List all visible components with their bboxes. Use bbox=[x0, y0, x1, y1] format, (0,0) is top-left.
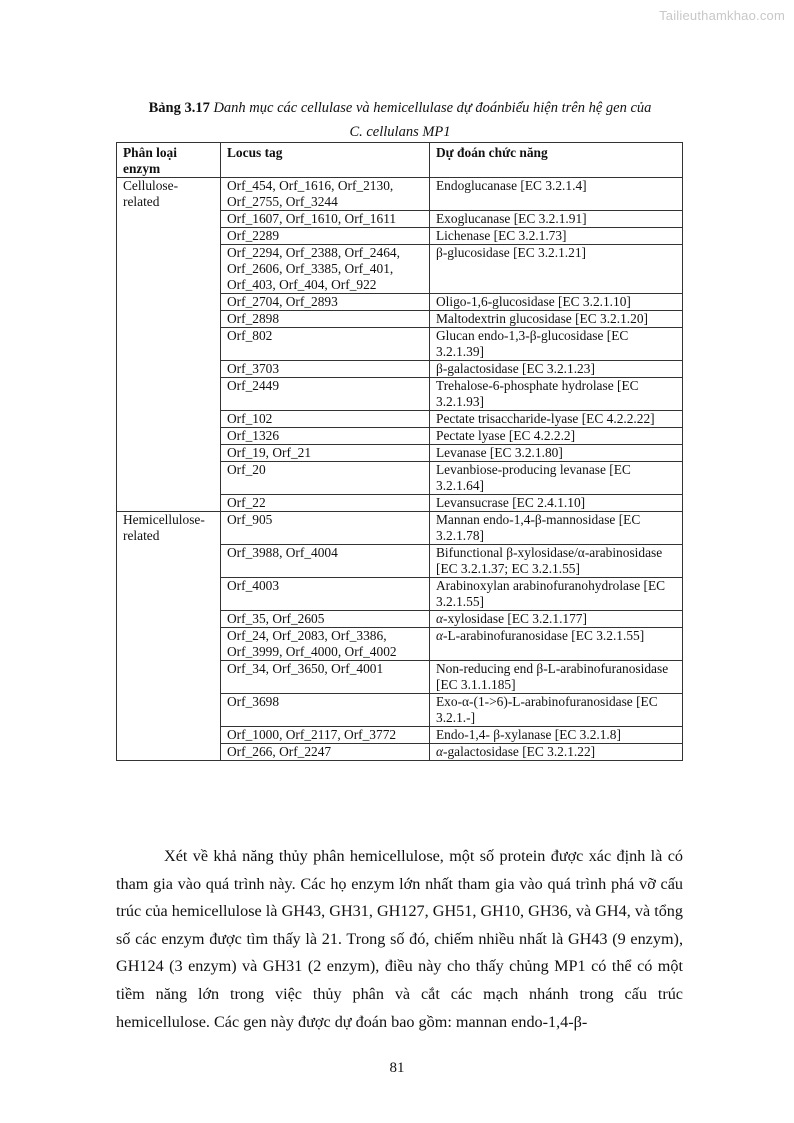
function-cell: Bifunctional β-xylosidase/α-arabinosidase [EC 3.2.1.37; EC 3.2.1.55] bbox=[430, 545, 683, 578]
locus-cell: Orf_802 bbox=[221, 328, 430, 361]
locus-cell: Orf_1326 bbox=[221, 428, 430, 445]
function-cell: Maltodextrin glucosidase [EC 3.2.1.20] bbox=[430, 311, 683, 328]
page-number: 81 bbox=[389, 1060, 405, 1076]
table-body bbox=[117, 178, 683, 761]
locus-cell: Orf_266, Orf_2247 bbox=[221, 744, 430, 761]
watermark: Tailieuthamkhao.com bbox=[659, 8, 785, 23]
locus-cell: Orf_3703 bbox=[221, 361, 430, 378]
function-cell: Levanbiose-producing levanase [EC 3.2.1.64] bbox=[430, 462, 683, 495]
header-locus: Locus tag bbox=[221, 143, 430, 178]
locus-cell: Orf_3988, Orf_4004 bbox=[221, 545, 430, 578]
locus-cell: Orf_34, Orf_3650, Orf_4001 bbox=[221, 661, 430, 694]
locus-cell: Orf_19, Orf_21 bbox=[221, 445, 430, 462]
function-cell: Glucan endo-1,3-β-glucosidase [EC 3.2.1.39] bbox=[430, 328, 683, 361]
locus-cell: Orf_22 bbox=[221, 495, 430, 512]
function-cell: α-galactosidase [EC 3.2.1.22] bbox=[430, 744, 683, 761]
function-cell: Pectate trisaccharide-lyase [EC 4.2.2.22] bbox=[430, 411, 683, 428]
locus-cell: Orf_20 bbox=[221, 462, 430, 495]
alpha-symbol: α bbox=[436, 628, 444, 643]
function-cell: Endo-1,4- β-xylanase [EC 3.2.1.8] bbox=[430, 727, 683, 744]
function-cell: Pectate lyase [EC 4.2.2.2] bbox=[430, 428, 683, 445]
locus-cell: Orf_2289 bbox=[221, 228, 430, 245]
locus-cell: Orf_3698 bbox=[221, 694, 430, 727]
category-cell: Cellulose-related bbox=[117, 178, 221, 512]
function-cell: Oligo-1,6-glucosidase [EC 3.2.1.10] bbox=[430, 294, 683, 311]
table-row bbox=[117, 512, 683, 545]
function-cell: Exo-α-(1->6)-L-arabinofuranosidase [EC 3.2.1.-] bbox=[430, 694, 683, 727]
caption-title: Danh mục các cellulase và hemicellulase dự đoánbiểu hiện trên hệ gen của bbox=[209, 100, 652, 116]
body-paragraph: Xét về khả năng thủy phân hemicellulose, một số protein được xác định là có tham gia vào quá trình này. Các họ enzym lớn nhất tham gia vào quá trình phá vỡ cấu trúc của hemicellulose là GH43, GH31, GH127, GH51, GH10, GH36, và GH4, và tổng số các enzym được tìm thấy là 21. Trong số đó, chiếm nhiều nhất là GH43 (9 enzym), GH124 (3 enzym) và GH31 (2 enzym), điều này cho thấy chủng MP1 có thể có một tiềm năng lớn trong việc thủy phân và cắt các mạch nhánh trong cấu trúc hemicellulose. Các gen này được dự đoán bao gồm: mannan endo-1,4-β- bbox=[116, 847, 683, 1031]
alpha-symbol: α bbox=[436, 744, 444, 759]
table-caption bbox=[100, 96, 700, 144]
locus-cell: Orf_1607, Orf_1610, Orf_1611 bbox=[221, 211, 430, 228]
locus-cell: Orf_2449 bbox=[221, 378, 430, 411]
locus-cell: Orf_4003 bbox=[221, 578, 430, 611]
category-cell: Hemicellulose-related bbox=[117, 512, 221, 761]
function-cell: α-L-arabinofuranosidase [EC 3.2.1.55] bbox=[430, 628, 683, 661]
function-cell: Levansucrase [EC 2.4.1.10] bbox=[430, 495, 683, 512]
function-cell: β-galactosidase [EC 3.2.1.23] bbox=[430, 361, 683, 378]
locus-cell: Orf_1000, Orf_2117, Orf_3772 bbox=[221, 727, 430, 744]
locus-cell: Orf_905 bbox=[221, 512, 430, 545]
function-cell: α-xylosidase [EC 3.2.1.177] bbox=[430, 611, 683, 628]
caption-title-line2: C. cellulans MP1 bbox=[349, 124, 451, 140]
header-function: Dự đoán chức năng bbox=[430, 143, 683, 178]
alpha-symbol: α bbox=[436, 611, 444, 626]
function-cell: Trehalose-6-phosphate hydrolase [EC 3.2.1.93] bbox=[430, 378, 683, 411]
function-cell: Non-reducing end β-L-arabinofuranosidase [EC 3.1.1.185] bbox=[430, 661, 683, 694]
table-row bbox=[117, 178, 683, 211]
locus-cell: Orf_2704, Orf_2893 bbox=[221, 294, 430, 311]
locus-cell: Orf_2294, Orf_2388, Orf_2464, Orf_2606, Orf_3385, Orf_401, Orf_403, Orf_404, Orf_922 bbox=[221, 245, 430, 294]
function-cell: Arabinoxylan arabinofuranohydrolase [EC 3.2.1.55] bbox=[430, 578, 683, 611]
function-cell: β-glucosidase [EC 3.2.1.21] bbox=[430, 245, 683, 294]
function-cell: Endoglucanase [EC 3.2.1.4] bbox=[430, 178, 683, 211]
function-cell: Mannan endo-1,4-β-mannosidase [EC 3.2.1.78] bbox=[430, 512, 683, 545]
locus-cell: Orf_24, Orf_2083, Orf_3386, Orf_3999, Orf_4000, Orf_4002 bbox=[221, 628, 430, 661]
caption-label: Bảng 3.17 bbox=[148, 100, 210, 116]
locus-cell: Orf_102 bbox=[221, 411, 430, 428]
locus-cell: Orf_2898 bbox=[221, 311, 430, 328]
function-cell: Levanase [EC 3.2.1.80] bbox=[430, 445, 683, 462]
header-category: Phân loại enzym bbox=[117, 143, 221, 178]
locus-cell: Orf_454, Orf_1616, Orf_2130, Orf_2755, Orf_3244 bbox=[221, 178, 430, 211]
enzyme-table bbox=[116, 142, 683, 761]
table-header-row bbox=[117, 143, 683, 178]
function-cell: Exoglucanase [EC 3.2.1.91] bbox=[430, 211, 683, 228]
function-cell: Lichenase [EC 3.2.1.73] bbox=[430, 228, 683, 245]
locus-cell: Orf_35, Orf_2605 bbox=[221, 611, 430, 628]
